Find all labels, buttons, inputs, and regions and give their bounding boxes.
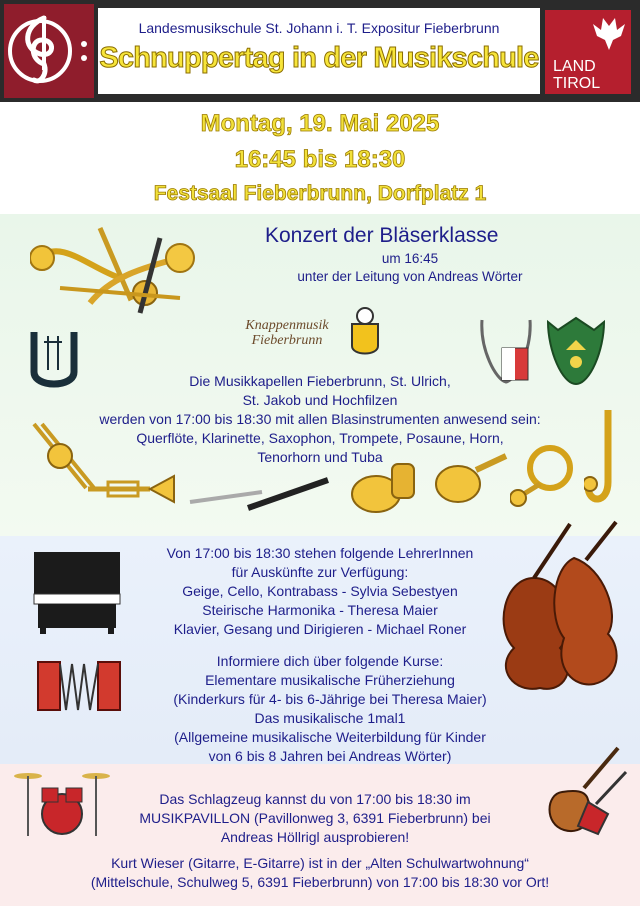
konzert-title: Konzert der Bläserklasse — [265, 224, 499, 247]
schlagzeug-line3: Andreas Höllrigl ausprobieren! — [220, 829, 410, 845]
event-date: Montag, 19. Mai 2025 — [200, 110, 440, 137]
guitars-icon — [538, 744, 630, 840]
kurse-line3: (Kinderkurs für 4- bis 6-Jährige bei Theresa Maier) — [173, 691, 487, 707]
saxophone-icon — [584, 406, 624, 512]
konzert-time: um 16:45 — [381, 251, 439, 266]
kapellen-line1: Die Musikkapellen Fieberbrunn, St. Ulrich, — [189, 373, 451, 389]
music-school-logo — [4, 4, 94, 98]
schlagzeug-line1: Das Schlagzeug kannst du von 17:00 bis 18:30 im — [159, 791, 471, 807]
kapellen-line2: St. Jakob und Hochfilzen — [242, 392, 398, 408]
french-horn-icon — [510, 440, 580, 514]
header — [0, 0, 640, 102]
kurse-line4: Das musikalische 1mal1 — [254, 710, 406, 726]
lehrer-line2: für Auskünfte zur Verfügung: — [231, 564, 409, 580]
brass-instruments-icon — [30, 218, 200, 323]
header-title-box — [98, 8, 540, 94]
konzert-leader: unter der Leitung von Andreas Wörter — [297, 269, 523, 284]
event-time: 16:45 bis 18:30 — [234, 146, 406, 173]
page-title: Schnuppertag in der Musikschule — [99, 42, 539, 74]
tirol-line2: TIROL — [553, 75, 601, 92]
kurse-line1: Informiere dich über folgende Kurse: — [216, 653, 444, 669]
knappen-line1: Knappenmusik — [245, 318, 329, 333]
school-name: Landesmusikschule St. Johann i. T. Expositur Fieberbrunn — [138, 20, 500, 36]
knappenmusik-logo — [232, 318, 342, 358]
clarinet-icon — [244, 474, 334, 514]
tirol-eagle-icon — [545, 10, 631, 56]
event-place: Festsaal Fieberbrunn, Dorfplatz 1 — [153, 182, 487, 205]
lehrer-line5: Klavier, Gesang und Dirigieren - Michael Roner — [173, 621, 467, 637]
trumpet-icon — [84, 472, 176, 506]
kurse-section — [100, 652, 560, 766]
lehrer-line3: Geige, Cello, Kontrabass - Sylvia Sebestyen — [182, 583, 458, 599]
lehrer-line4: Steirische Harmonika - Theresa Maier — [202, 602, 438, 618]
tirol-line1: LAND — [553, 58, 596, 75]
schlagzeug-line2: MUSIKPAVILLON (Pavillonweg 3, 6391 Fieberbrunn) bei — [139, 810, 491, 826]
lehrer-line1: Von 17:00 bis 18:30 stehen folgende LehrerInnen — [166, 545, 474, 561]
knappen-crest-icon — [344, 306, 386, 362]
schlagzeug-section — [120, 790, 510, 847]
kurse-line6: von 6 bis 8 Jahren bei Andreas Wörter) — [208, 748, 452, 764]
tenor-horn-icon — [430, 450, 510, 510]
konzert-details — [260, 250, 560, 286]
kapellen-line5: Tenorhorn und Tuba — [257, 449, 383, 465]
gitarre-section — [10, 854, 630, 892]
tuba-icon — [346, 460, 421, 518]
gitarre-line2: (Mittelschule, Schulweg 5, 6391 Fieberbrunn) von 17:00 bis 18:30 vor Ort! — [90, 874, 550, 890]
kurse-line2: Elementare musikalische Früherziehung — [205, 672, 455, 688]
gitarre-line1: Kurt Wieser (Gitarre, E-Gitarre) ist in der „Alten Schulwartwohnung“ — [111, 855, 529, 871]
kapellen-line3: werden von 17:00 bis 18:30 mit allen Blasinstrumenten anwesend sein: — [99, 411, 541, 427]
knappen-line2: Fieberbrunn — [251, 333, 323, 348]
kapellen-line4: Querflöte, Klarinette, Saxophon, Trompete, Posaune, Horn, — [136, 430, 504, 446]
kurse-line5: (Allgemeine musikalische Weiterbildung für Kinder — [174, 729, 486, 745]
land-tirol-logo — [545, 10, 631, 94]
treble-clef-icon — [4, 4, 94, 98]
drum-kit-icon — [8, 768, 116, 840]
